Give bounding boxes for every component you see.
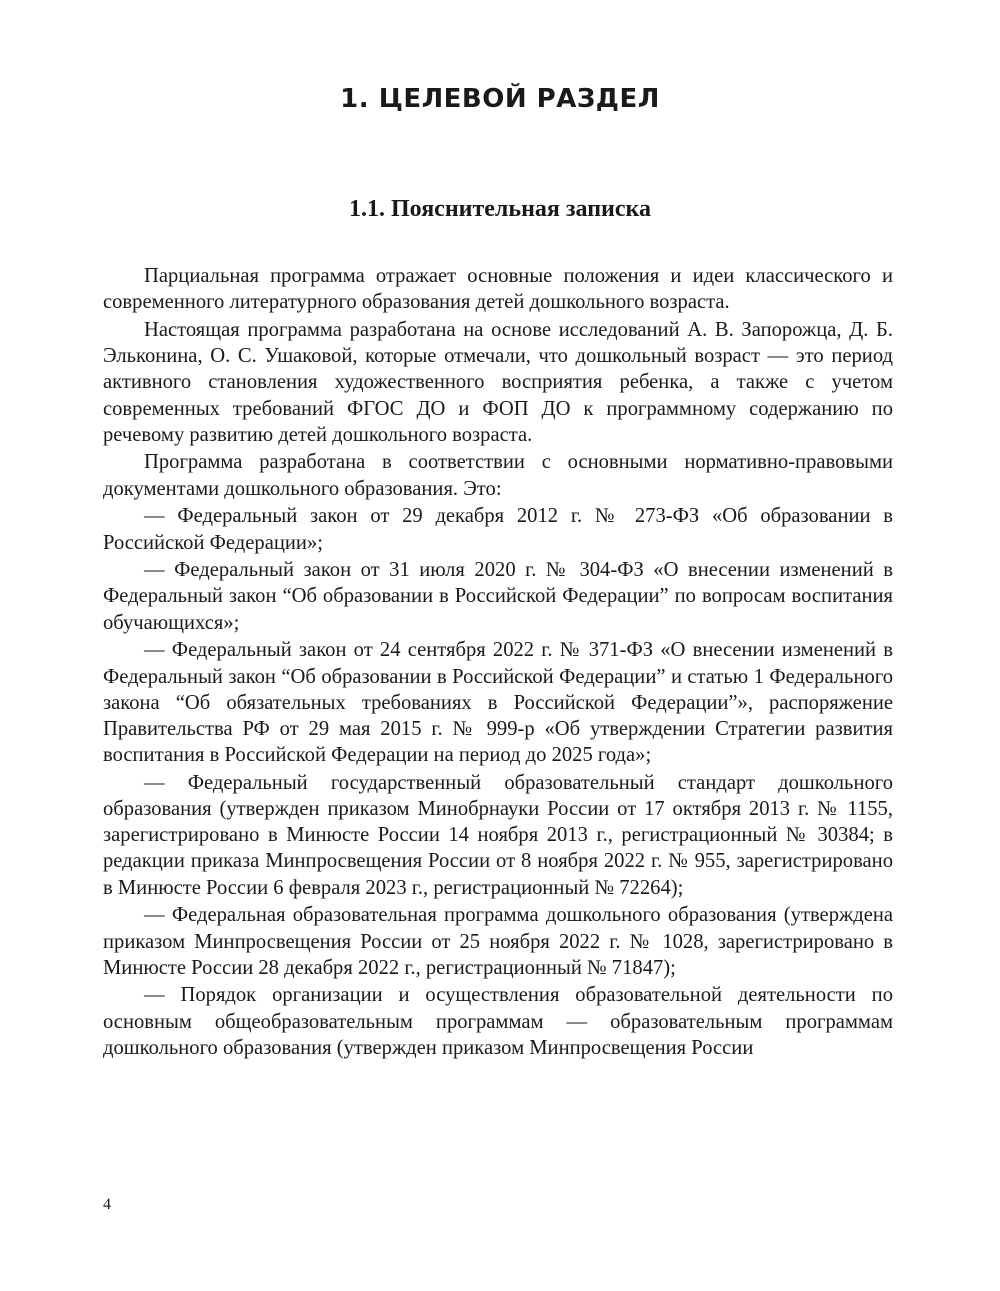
list-item-fop: — Федеральная образовательная программа дошкольного образования (утверждена приказом Минпросвещения России от 25 ноября 2022 г. № 1028, зарегистрировано в Минюсте России 28 декабря 2022 г., регистрационный № 71847);	[103, 904, 893, 979]
page-number: 4	[103, 1196, 111, 1213]
list-item-law-371: — Федеральный закон от 24 сентября 2022 г. № 371-ФЗ «О внесении изменений в Федеральный закон “Об образовании в Российской Федерации” и статью 1 Федерального закона “Об обязательных требованиях в Российской Федерации”», распоряжение Правительства РФ от 29 мая 2015 г. № 999-р «Об утверждении Стратегии развития воспитания в Российской Федерации на период до 2025 года»;	[103, 639, 893, 767]
list-item-law-273: — Федеральный закон от 29 декабря 2012 г. № 273-ФЗ «Об образовании в Российской Федерации»;	[103, 505, 893, 554]
section-title: 1.1. Пояснительная записка	[348, 196, 651, 222]
paragraph-legal-basis: Программа разработана в соответствии с основными нормативно-правовыми документами дошкольного образования. Это:	[103, 451, 893, 500]
paragraph-intro: Парциальная программа отражает основные положения и идеи классического и современного литературного образования детей дошкольного возраста.	[103, 265, 893, 314]
list-item-law-304: — Федеральный закон от 31 июля 2020 г. № 304-ФЗ «О внесении изменений в Федеральный закон “Об образовании в Российской Федерации” по вопросам воспитания обучающихся»;	[103, 559, 893, 634]
body-text	[103, 263, 893, 1063]
list-item-procedure: — Порядок организации и осуществления образовательной деятельности по основным общеобразовательным программам — образовательным программам дошкольного образования (утвержден приказом Минпросвещения России	[103, 984, 893, 1059]
paragraph-research-basis: Настоящая программа разработана на основе исследований А. В. Запорожца, Д. Б. Эльконина, О. С. Ушаковой, которые отмечали, что дошкольный возраст — это период активного становления художественного восприятия ребенка, а также с учетом современных требований ФГОС ДО и ФОП ДО к программному содержанию по речевому развитию детей дошкольного возраста.	[103, 318, 893, 446]
list-item-fgos: — Федеральный государственный образовательный стандарт дошкольного образования (утвержден приказом Минобрнауки России от 17 октября 2013 г. № 1155, зарегистрировано в Минюсте России 14 ноября 2013 г., регистрационный № 30384; в редакции приказа Минпросвещения России от 8 ноября 2022 г. № 955, зарегистрировано в Минюсте России 6 февраля 2023 г., регистрационный № 72264);	[103, 771, 893, 899]
chapter-title: 1. ЦЕЛЕВОЙ РАЗДЕЛ	[340, 84, 660, 114]
